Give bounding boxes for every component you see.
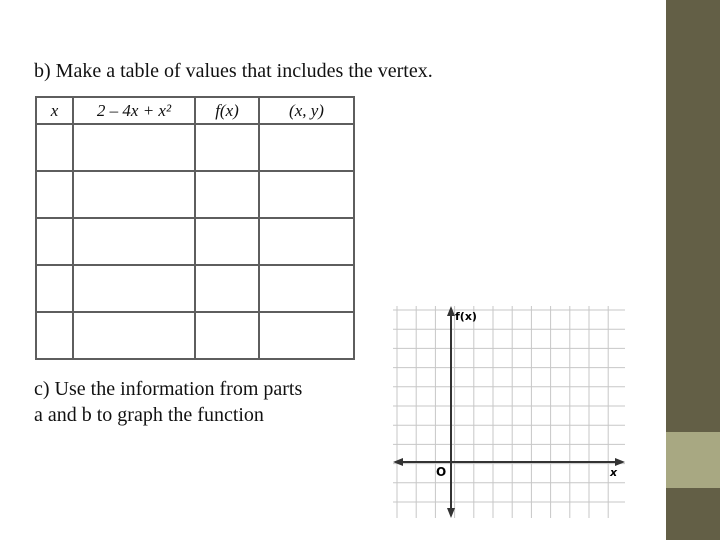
header-expression: 2 – 4x + x² bbox=[73, 97, 195, 124]
table-cell bbox=[259, 312, 354, 359]
header-fx: f(x) bbox=[195, 97, 259, 124]
x-axis-arrow-right bbox=[615, 458, 625, 466]
header-x: x bbox=[36, 97, 73, 124]
table-cell bbox=[36, 124, 73, 171]
table-cell bbox=[195, 124, 259, 171]
y-axis-label: f(x) bbox=[455, 310, 477, 323]
grid-lines bbox=[393, 306, 625, 518]
table-cell bbox=[195, 171, 259, 218]
table-cell bbox=[73, 218, 195, 265]
table-cell bbox=[73, 312, 195, 359]
table-of-values bbox=[35, 96, 355, 360]
table-row bbox=[36, 124, 354, 171]
table-row bbox=[36, 171, 354, 218]
sidebar-accent-block bbox=[666, 432, 720, 488]
table-row bbox=[36, 312, 354, 359]
table-row bbox=[36, 218, 354, 265]
table-cell bbox=[259, 218, 354, 265]
part-c-instruction bbox=[34, 376, 302, 428]
origin-label: O bbox=[436, 465, 447, 479]
table-cell bbox=[73, 124, 195, 171]
x-axis-label: x bbox=[610, 466, 618, 479]
part-c-line-2: a and b to graph the function bbox=[34, 404, 264, 426]
table-row bbox=[36, 265, 354, 312]
table-cell bbox=[195, 312, 259, 359]
table-cell bbox=[195, 265, 259, 312]
x-axis-arrow-left bbox=[393, 458, 403, 466]
y-axis-arrow-up bbox=[447, 306, 455, 316]
part-c-line-1: c) Use the information from parts bbox=[34, 378, 303, 400]
table-cell bbox=[259, 171, 354, 218]
y-axis-arrow-down bbox=[447, 508, 455, 518]
table-cell bbox=[73, 171, 195, 218]
table-cell bbox=[36, 265, 73, 312]
table-cell bbox=[36, 312, 73, 359]
header-xy: (x, y) bbox=[259, 97, 354, 124]
table-cell bbox=[36, 218, 73, 265]
table-cell bbox=[73, 265, 195, 312]
table-cell bbox=[259, 124, 354, 171]
table-cell bbox=[36, 171, 73, 218]
coordinate-grid bbox=[393, 306, 625, 518]
table-cell bbox=[259, 265, 354, 312]
table-header-row bbox=[36, 97, 354, 124]
part-b-instruction: b) Make a table of values that includes the vertex. bbox=[34, 60, 433, 82]
table-cell bbox=[195, 218, 259, 265]
